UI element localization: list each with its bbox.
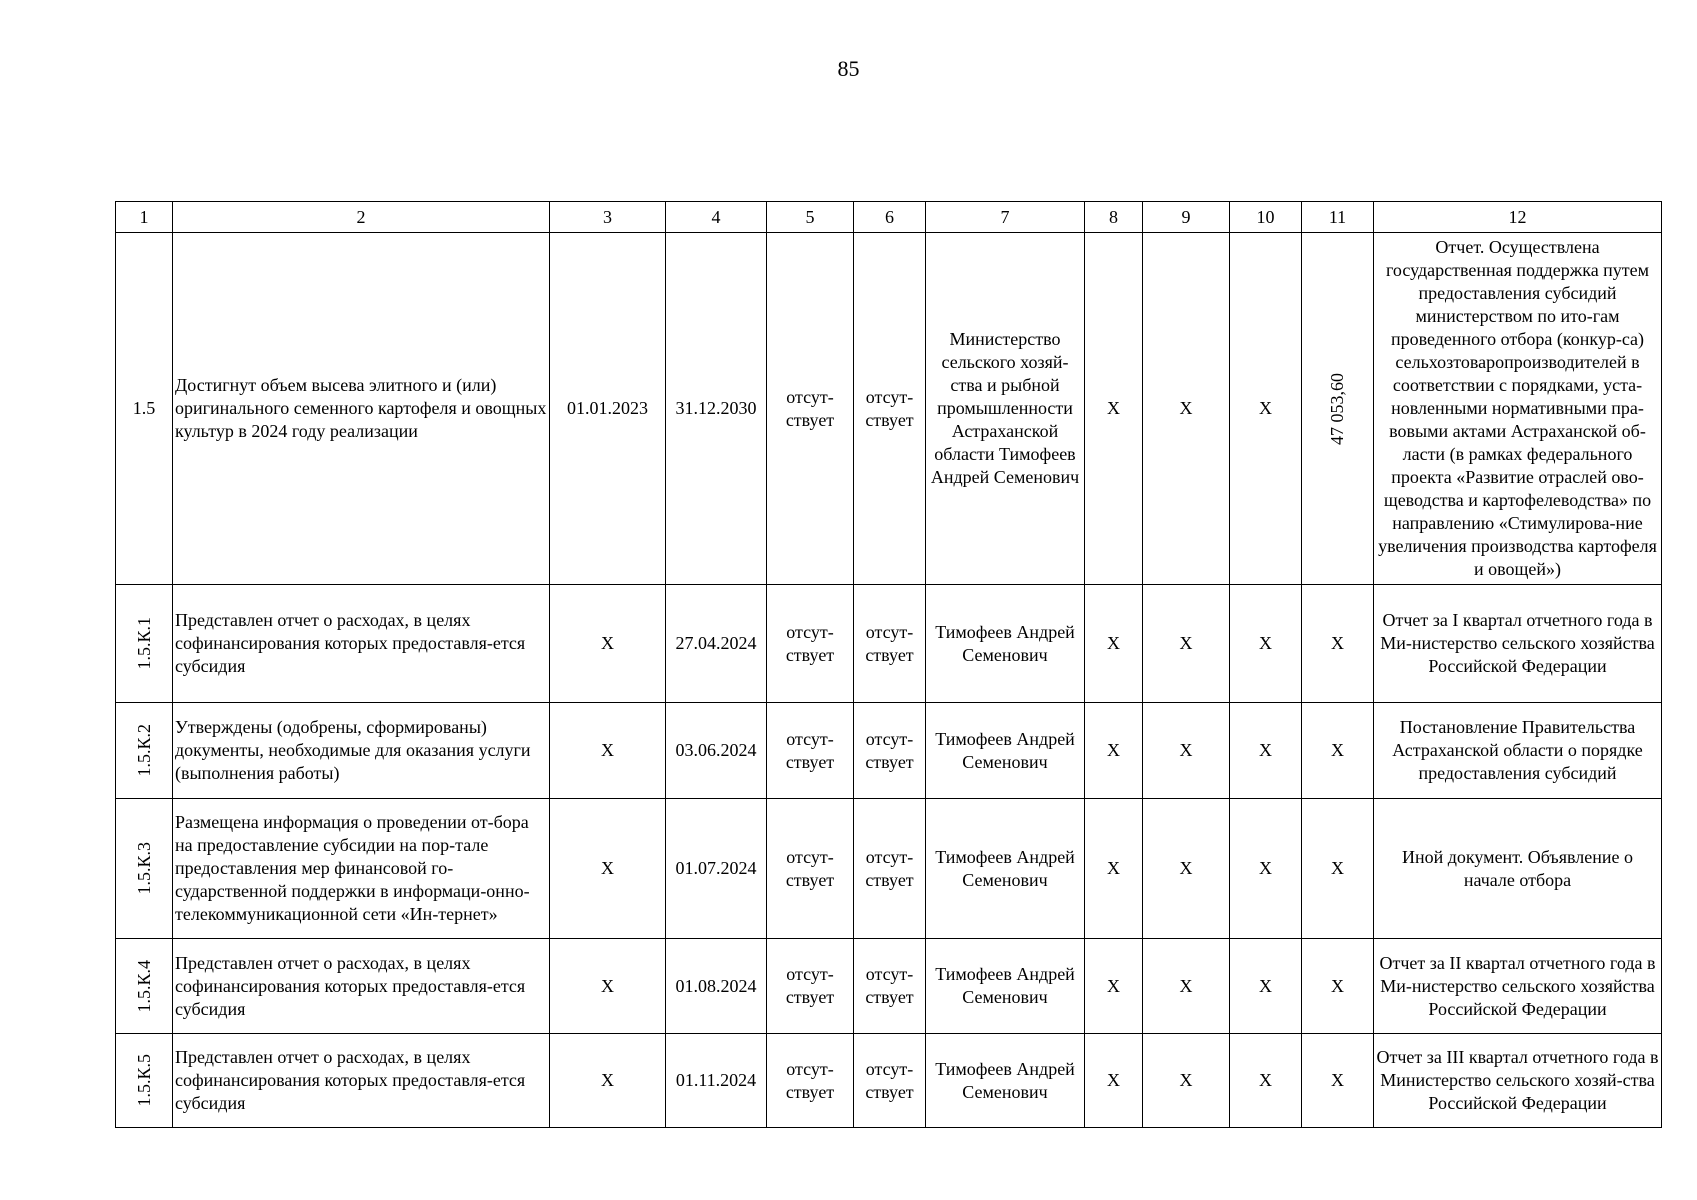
row-col6: отсут-ствует [854,585,926,703]
row-col5: отсут-ствует [767,939,854,1034]
row-start-date: 01.01.2023 [550,233,666,585]
row-col8: Х [1085,939,1143,1034]
row-result: Отчет за III квартал отчетного года в Министерство сельского хозяй-ства Российской Федерации [1374,1034,1662,1128]
row-result: Отчет за II квартал отчетного года в Ми-нистерство сельского хозяйства Российской Федерации [1374,939,1662,1034]
row-col5: отсут-ствует [767,585,854,703]
row-col8: Х [1085,703,1143,799]
table-row [116,585,1662,703]
row-id: 1.5.К.1 [133,617,154,670]
row-col11: 47 053,60 [1327,372,1347,445]
table-row [116,939,1662,1034]
row-responsible: Тимофеев Андрей Семенович [926,1034,1085,1128]
row-id-cell [116,703,173,799]
row-result: Иной документ. Объявление о начале отбора [1374,799,1662,939]
column-number: 5 [767,202,854,233]
column-number: 10 [1230,202,1302,233]
row-col11: Х [1302,703,1374,799]
page-number: 85 [837,56,860,81]
table-row [116,233,1662,585]
row-description: Представлен отчет о расходах, в целях софинансирования которых предоставля-ется субсидия [173,1034,550,1128]
row-description: Размещена информация о проведении от-бора на предоставление субсидии на пор-тале предоставления мер финансовой го-сударственной поддержки в информаци-онно-телекоммуникационной сети «Ин-тернет» [173,799,550,939]
row-id: 1.5.К.4 [133,959,154,1013]
row-id-cell [116,1034,173,1128]
row-col6: отсут-ствует [854,233,926,585]
table-row [116,1034,1662,1128]
row-description: Утверждены (одобрены, сформированы) документы, необходимые для оказания услуги (выполнения работы) [173,703,550,799]
row-result: Постановление Правительства Астраханской области о порядке предоставления субсидий [1374,703,1662,799]
row-col5: отсут-ствует [767,799,854,939]
row-end-date: 01.07.2024 [666,799,767,939]
column-number-row [116,202,1662,233]
row-responsible: Тимофеев Андрей Семенович [926,939,1085,1034]
table-row [116,703,1662,799]
row-description: Представлен отчет о расходах, в целях софинансирования которых предоставля-ется субсидия [173,939,550,1034]
row-result: Отчет. Осуществлена государственная поддержка путем предоставления субсидий министерством по ито-гам проведенного отбора (конкур-са) сельхозтоваропроизводителей в соответствии с порядками, уста-новленными нормативными пра-вовыми актами Астраханской об-ласти (в рамках федерального проекта «Развитие отраслей ово-щеводства и картофелеводства» по направлению «Стимулирова-ние увеличения производства картофеля и овощей») [1374,233,1662,585]
row-col9: Х [1143,799,1230,939]
plan-table [115,201,1662,1128]
row-id-cell [116,585,173,703]
row-start-date: Х [550,585,666,703]
row-col5: отсут-ствует [767,1034,854,1128]
row-col10: Х [1230,939,1302,1034]
row-result: Отчет за I квартал отчетного года в Ми-нистерство сельского хозяйства Российской Федерации [1374,585,1662,703]
row-id: 1.5.К.5 [133,1054,154,1107]
row-start-date: Х [550,703,666,799]
row-col11: Х [1302,939,1374,1034]
column-number: 9 [1143,202,1230,233]
row-id: 1.5.К.3 [133,842,154,895]
row-id: 1.5.К.2 [133,724,154,777]
column-number: 12 [1374,202,1662,233]
row-col9: Х [1143,703,1230,799]
row-col9: Х [1143,1034,1230,1128]
row-col5: отсут-ствует [767,703,854,799]
row-col9: Х [1143,585,1230,703]
row-id-cell [116,939,173,1034]
row-col6: отсут-ствует [854,1034,926,1128]
row-responsible: Тимофеев Андрей Семенович [926,703,1085,799]
column-number: 2 [173,202,550,233]
column-number: 11 [1302,202,1374,233]
row-col6: отсут-ствует [854,703,926,799]
row-col8: Х [1085,799,1143,939]
row-col9: Х [1143,939,1230,1034]
row-col9: Х [1143,233,1230,585]
row-col11: Х [1302,1034,1374,1128]
row-start-date: Х [550,1034,666,1128]
row-col6: отсут-ствует [854,799,926,939]
row-start-date: Х [550,799,666,939]
column-number: 6 [854,202,926,233]
row-col10: Х [1230,233,1302,585]
row-description: Достигнут объем высева элитного и (или) оригинального семенного картофеля и овощных культур в 2024 году реализации [173,233,550,585]
row-col8: Х [1085,585,1143,703]
row-col10: Х [1230,585,1302,703]
row-end-date: 01.11.2024 [666,1034,767,1128]
row-id-cell [116,799,173,939]
column-number: 3 [550,202,666,233]
column-number: 8 [1085,202,1143,233]
row-description: Представлен отчет о расходах, в целях софинансирования которых предоставля-ется субсидия [173,585,550,703]
row-end-date: 03.06.2024 [666,703,767,799]
row-col11: Х [1302,799,1374,939]
row-col8: Х [1085,1034,1143,1128]
row-col11: Х [1302,585,1374,703]
row-responsible: Тимофеев Андрей Семенович [926,585,1085,703]
row-col5: отсут-ствует [767,233,854,585]
row-col11-cell [1302,233,1374,585]
row-end-date: 31.12.2030 [666,233,767,585]
row-col8: Х [1085,233,1143,585]
column-number: 1 [116,202,173,233]
row-end-date: 27.04.2024 [666,585,767,703]
row-responsible: Министерство сельского хозяй-ства и рыбной промышленности Астраханской области Тимофеев Андрей Семенович [926,233,1085,585]
row-col10: Х [1230,1034,1302,1128]
row-id: 1.5 [116,233,173,585]
row-col6: отсут-ствует [854,939,926,1034]
row-responsible: Тимофеев Андрей Семенович [926,799,1085,939]
row-start-date: Х [550,939,666,1034]
column-number: 4 [666,202,767,233]
row-col10: Х [1230,799,1302,939]
table-row [116,799,1662,939]
row-end-date: 01.08.2024 [666,939,767,1034]
row-col10: Х [1230,703,1302,799]
column-number: 7 [926,202,1085,233]
